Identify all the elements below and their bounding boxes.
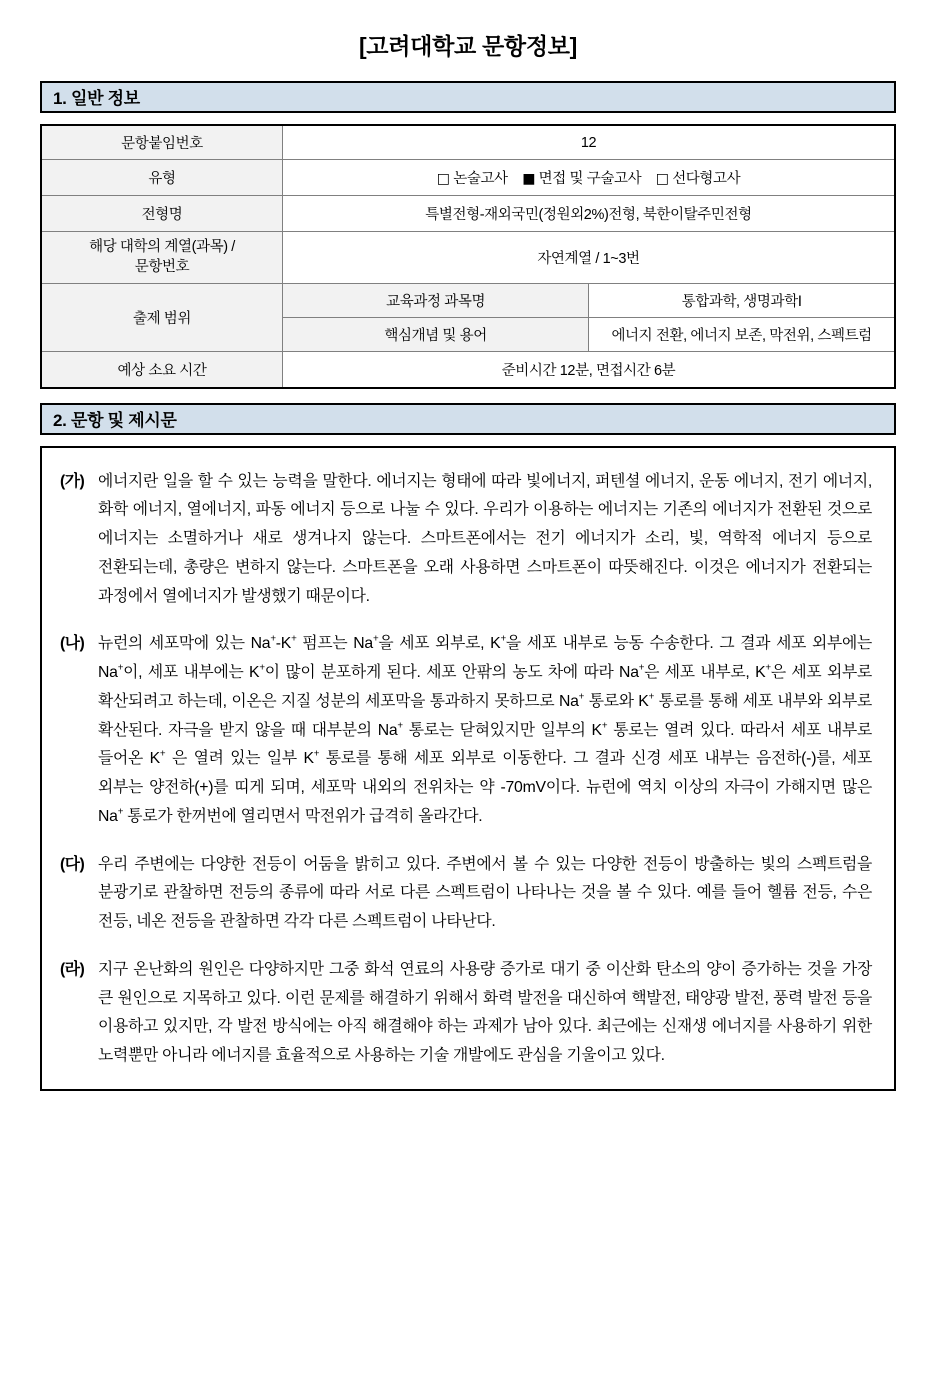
- value-curriculum-subject: 통합과학, 생명과학Ⅰ: [589, 284, 895, 318]
- passage-ra: [60, 956, 872, 1071]
- value-key-concepts: 에너지 전환, 에너지 보존, 막전위, 스펙트럼: [589, 318, 895, 352]
- table-row-scope-subject: [41, 284, 895, 318]
- label-scope: 출제 범위: [41, 284, 283, 352]
- section-header-question-text: 2. 문항 및 제시문: [40, 403, 896, 435]
- table-row-attach-number: [41, 125, 895, 160]
- passage-label-ga: (가): [60, 472, 85, 490]
- value-type-checkboxes: [283, 160, 896, 196]
- passage-body-na: 뉴런의 세포막에 있는 Na+-K+ 펌프는 Na+을 세포 외부로, K+을 세포 내부로 능동 수송한다. 그 결과 세포 외부에는 Na+이, 세포 내부에는 K+이 많이 분포하게 된다. 세포 안팎의 농도 차에 따라 Na+은 세포 내부로, K+은 세포 외부로 확산되려고 하는데, 이온은 지질 성분의 세포막을 통과하지 못하므로 Na+ 통로와 K+ 통로를 통해 세포 내부와 외부로 확산된다. 자극을 받지 않을 때 대부분의 Na+ 통로는 닫혀있지만 일부의 K+ 통로는 열려 있다. 따라서 세포 내부로 들어온 K+ 은 열려 있는 일부 K+ 통로를 통해 세포 외부로 이동한다. 그 결과 신경 세포 내부는 음전하(-)를, 세포 외부는 양전하(+)를 띠게 되며, 세포막 내외의 전위차는 약 -70mV이다. 뉴런에 역치 이상의 자극이 가해지면 많은 Na+ 통로가 한꺼번에 열리면서 막전위가 급격히 올라간다.: [98, 634, 873, 825]
- label-college-field-line2: 문항번호: [134, 258, 190, 275]
- general-info-table: [40, 124, 896, 389]
- label-attach-number: 문항붙임번호: [41, 125, 283, 160]
- sublabel-key-concepts: 핵심개념 및 용어: [283, 318, 589, 352]
- label-type: 유형: [41, 160, 283, 196]
- checkbox-option-interview[interactable]: [522, 171, 645, 187]
- value-college-field: 자연계열 / 1~3번: [283, 232, 896, 284]
- checkbox-unchecked-icon-2: □: [655, 171, 669, 187]
- table-row-expected-time: [41, 352, 895, 388]
- checkbox-unchecked-icon: □: [436, 171, 450, 187]
- passage-label-da: (다): [60, 855, 85, 873]
- passage-body-ra: 지구 온난화의 원인은 다양하지만 그중 화석 연료의 사용량 증가로 대기 중 이산화 탄소의 양이 증가하는 것을 가장 큰 원인으로 지목하고 있다. 이런 문제를 해결하기 위해서 화력 발전을 대신하여 핵발전, 태양광 발전, 풍력 발전 등을 이용하고 있지만, 각 발전 방식에는 아직 해결해야 하는 과제가 남아 있다. 최근에는 신재생 에너지를 사용하기 위한 노력뿐만 아니라 에너지를 효율적으로 사용하는 기술 개발에도 관심을 기울이고 있다.: [98, 960, 872, 1065]
- passage-ga: [60, 468, 872, 612]
- label-admission-type: 전형명: [41, 196, 283, 232]
- table-row-type: [41, 160, 895, 196]
- value-admission-type: 특별전형-재외국민(정원외2%)전형, 북한이탈주민전형: [283, 196, 896, 232]
- sublabel-curriculum-subject: 교육과정 과목명: [283, 284, 589, 318]
- passage-label-ra: (라): [60, 960, 85, 978]
- passage-container: [40, 446, 896, 1091]
- checkbox-option-multiple-choice[interactable]: [656, 171, 741, 187]
- section-header-general-info: 1. 일반 정보: [40, 81, 896, 113]
- checkbox-checked-icon: ■: [522, 171, 536, 187]
- table-row-admission-type: [41, 196, 895, 232]
- passage-body-da: 우리 주변에는 다양한 전등이 어둠을 밝히고 있다. 주변에서 볼 수 있는 다양한 전등이 방출하는 빛의 스펙트럼을 분광기로 관찰하면 전등의 종류에 따라 서로 다른 스펙트럼이 나타나는 것을 볼 수 있다. 예를 들어 헬륨 전등, 수은 전등, 네온 전등을 관찰하면 각각 다른 스펙트럼이 나타난다.: [98, 855, 872, 931]
- label-college-field-line1: 해당 대학의 계열(과목) /: [89, 239, 235, 255]
- checkbox-label-essay: 논술고사: [453, 171, 508, 187]
- checkbox-option-essay[interactable]: [437, 171, 512, 187]
- page-title: [고려대학교 문항정보]: [358, 33, 578, 59]
- value-attach-number: 12: [283, 125, 896, 160]
- checkbox-label-multiple-choice: 선다형고사: [672, 171, 741, 187]
- label-college-field: [41, 232, 283, 284]
- passage-label-na: (나): [60, 635, 85, 653]
- table-row-college-field: [41, 232, 895, 284]
- passage-da: [60, 851, 872, 937]
- passage-na: [60, 630, 872, 831]
- label-expected-time: 예상 소요 시간: [41, 352, 283, 388]
- passage-body-ga: 에너지란 일을 할 수 있는 능력을 말한다. 에너지는 형태에 따라 빛에너지, 퍼텐셜 에너지, 운동 에너지, 전기 에너지, 화학 에너지, 열에너지, 파동 에너지 등으로 나눌 수 있다. 우리가 이용하는 에너지는 기존의 에너지가 전환된 것으로 에너지는 소멸하거나 새로 생겨나지 않는다. 스마트폰에서는 전기 에너지가 소리, 빛, 역학적 에너지 등으로 전환되는데, 총량은 변하지 않는다. 스마트폰을 오래 사용하면 스마트폰이 따뜻해진다. 이것은 에너지가 전환되는 과정에서 열에너지가 발생했기 때문이다.: [98, 472, 872, 605]
- value-expected-time: 준비시간 12분, 면접시간 6분: [283, 352, 896, 388]
- checkbox-label-interview: 면접 및 구술고사: [538, 171, 642, 187]
